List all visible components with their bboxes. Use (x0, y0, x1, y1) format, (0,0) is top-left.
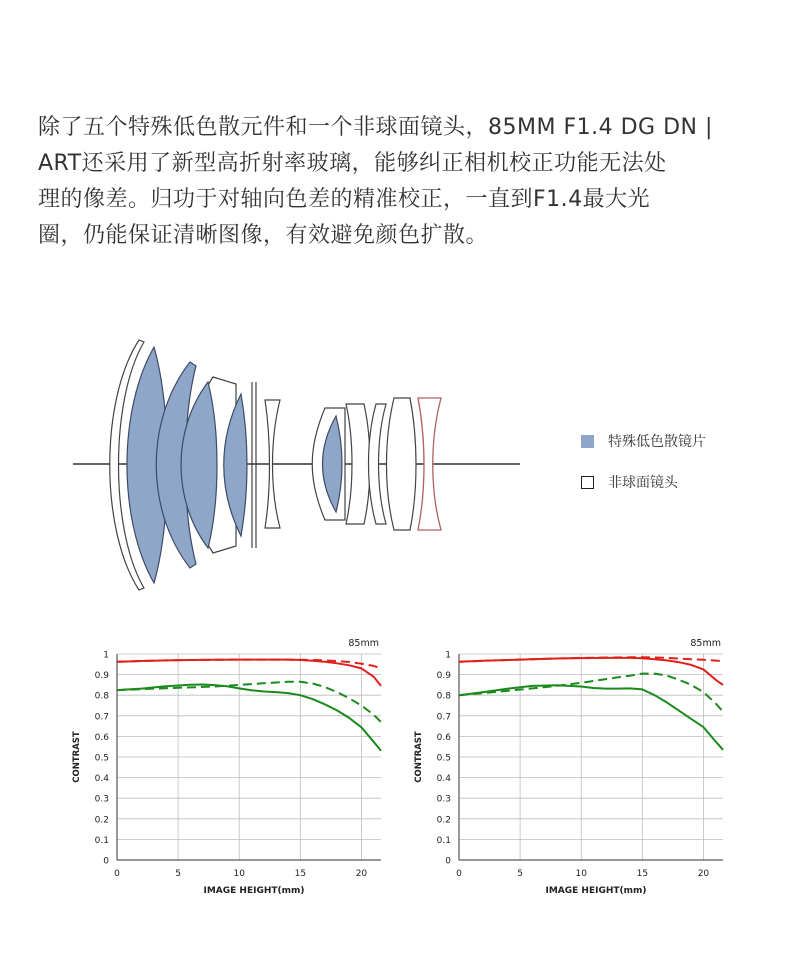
legend-ld-glass (581, 431, 706, 451)
y-tick-label: 0.7 (94, 712, 109, 723)
y-tick-label: 0.6 (94, 732, 109, 743)
y-tick-label: 0.1 (436, 835, 451, 846)
y-tick-label: 0.9 (436, 671, 451, 682)
y-tick-label: 0 (103, 856, 109, 867)
y-tick-label: 0 (445, 856, 451, 867)
x-tick-label: 5 (175, 869, 181, 879)
y-tick-label: 0.3 (436, 794, 451, 805)
legend-label: 特殊低色散镜片 (608, 434, 706, 450)
x-axis-label: IMAGE HEIGHT(mm) (545, 886, 647, 896)
y-tick-label: 0.1 (94, 835, 109, 846)
x-tick-label: 20 (355, 869, 368, 879)
y-tick-label: 1 (445, 650, 451, 661)
x-tick-label: 0 (456, 869, 462, 879)
paragraph-line: 圈，仍能保证清晰图像，有效避免颜色扩散。 (38, 223, 489, 248)
y-tick-label: 0.8 (436, 691, 451, 702)
y-tick-label: 0.5 (436, 753, 451, 764)
x-tick-label: 15 (636, 869, 649, 879)
mtf-series-line (459, 674, 723, 712)
y-axis-label: CONTRAST (414, 731, 424, 783)
lens-construction-diagram (0, 320, 790, 610)
x-tick-label: 0 (114, 869, 120, 879)
y-tick-label: 0.5 (94, 753, 109, 764)
x-tick-label: 15 (294, 869, 307, 879)
x-axis-label: IMAGE HEIGHT(mm) (203, 886, 305, 896)
chart-title: 85mm (348, 638, 379, 649)
legend-aspherical (581, 472, 678, 492)
y-tick-label: 0.6 (436, 732, 451, 743)
paragraph-line: 理的像差。归功于对轴向色差的精准校正，一直到F1.4最大光 (38, 187, 651, 212)
paragraph-line: ART还采用了新型高折射率玻璃，能够纠正相机校正功能无法处 (38, 151, 667, 176)
mtf-chart-right (406, 630, 736, 910)
y-tick-label: 0.9 (94, 671, 109, 682)
y-tick-label: 0.2 (436, 815, 451, 826)
chart-title: 85mm (690, 638, 721, 649)
y-tick-label: 0.3 (94, 794, 109, 805)
description-paragraph (38, 110, 758, 254)
x-tick-label: 20 (697, 869, 710, 879)
y-tick-label: 0.7 (436, 712, 451, 723)
legend-label: 非球面镜头 (608, 475, 678, 491)
y-tick-label: 0.4 (94, 774, 109, 785)
mtf-series-line (117, 660, 381, 686)
x-tick-label: 5 (517, 869, 523, 879)
legend-swatch-filled (581, 435, 594, 448)
y-tick-label: 1 (103, 650, 109, 661)
y-tick-label: 0.2 (94, 815, 109, 826)
x-tick-label: 10 (233, 869, 245, 879)
y-tick-label: 0.4 (436, 774, 451, 785)
y-tick-label: 0.8 (94, 691, 109, 702)
legend-swatch-outline (581, 476, 594, 489)
mtf-chart-left (64, 630, 394, 910)
paragraph-line: 除了五个特殊低色散元件和一个非球面镜头，85MM F1.4 DG DN | (38, 115, 713, 140)
y-axis-label: CONTRAST (72, 731, 82, 783)
lens-element (387, 398, 417, 530)
x-tick-label: 10 (575, 869, 587, 879)
